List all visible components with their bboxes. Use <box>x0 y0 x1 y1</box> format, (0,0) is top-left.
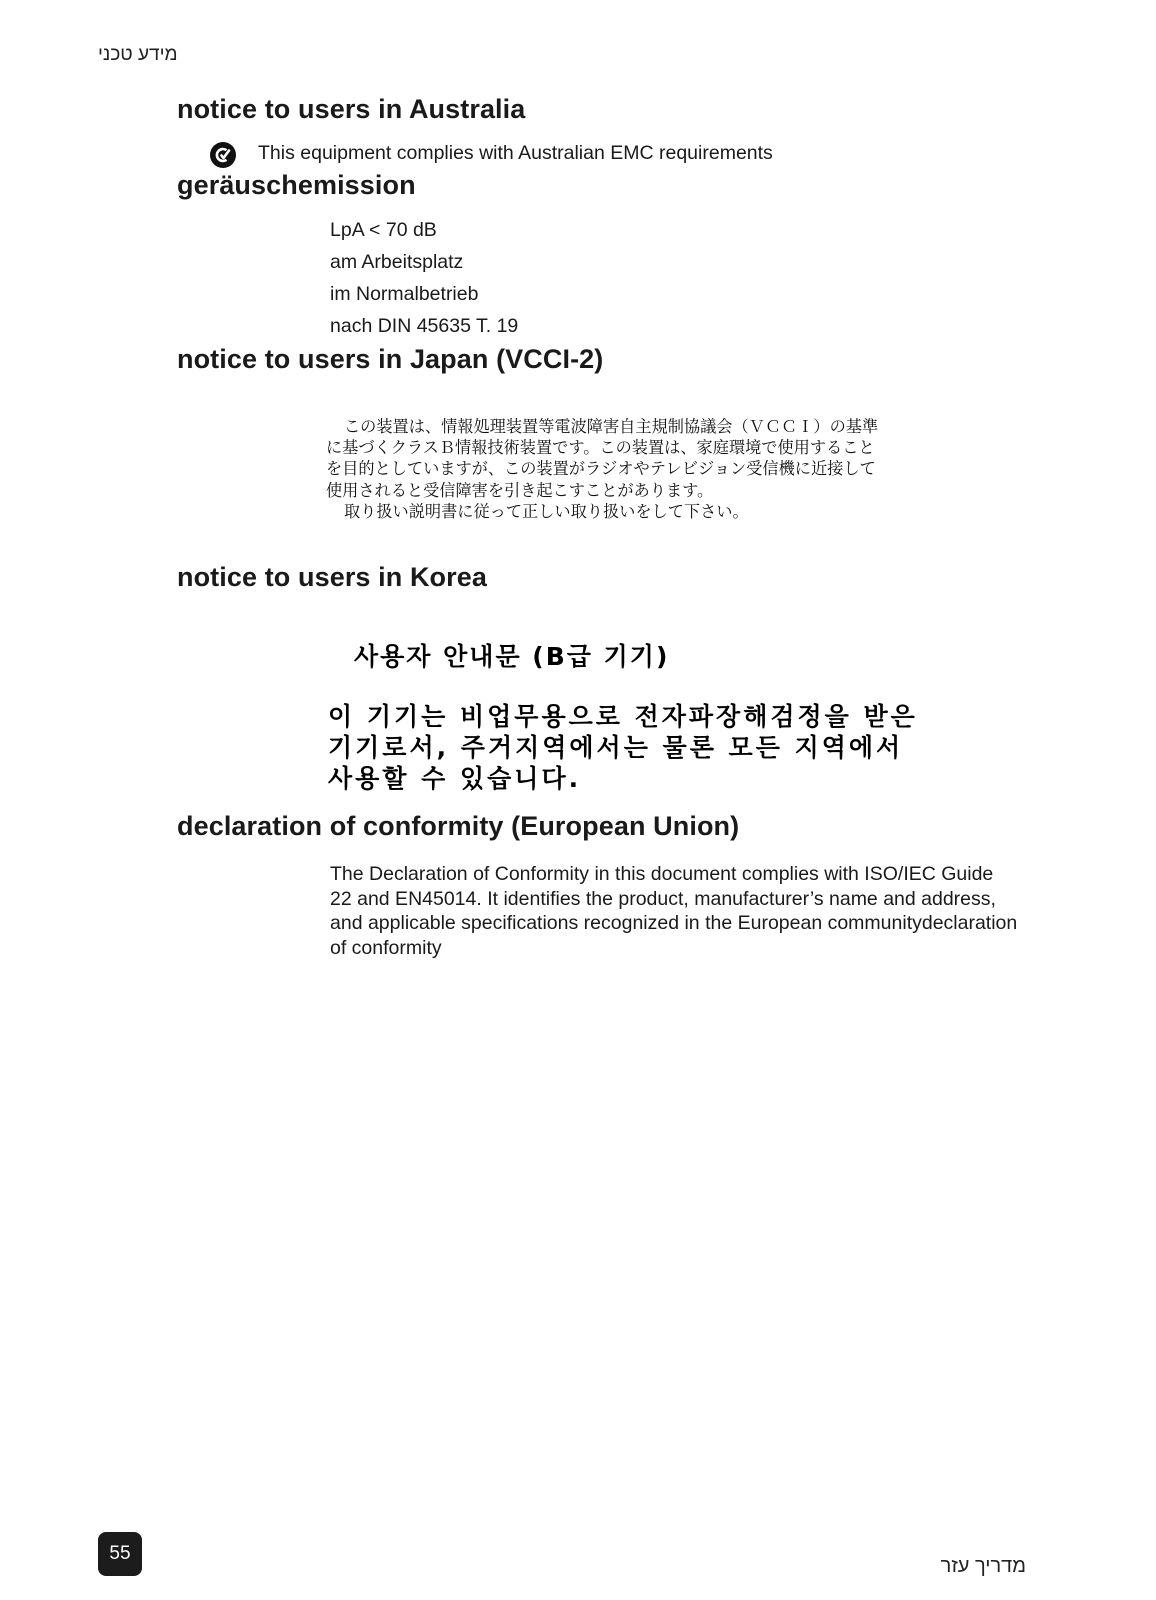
heading-geraeuschemission: geräuschemission <box>177 170 416 200</box>
heading-australia: notice to users in Australia <box>177 94 526 124</box>
page-number-badge: 55 <box>98 1532 142 1576</box>
running-footer: מדריך עזר <box>940 1555 1026 1577</box>
korea-title: 사용자 안내문 (B급 기기) <box>354 642 670 671</box>
noise-line: nach DIN 45635 T. 19 <box>330 315 519 337</box>
japan-line: この装置は、情報処理装置等電波障害自主規制協議会（ＶＣＣＩ）の基準 <box>344 417 879 436</box>
japan-line: を目的としていますが、この装置がラジオやテレビジョン受信機に近接して <box>326 459 876 479</box>
heading-eu-conformity: declaration of conformity (European Union) <box>177 811 740 841</box>
noise-line: LpA < 70 dB <box>330 219 437 241</box>
heading-japan: notice to users in Japan (VCCI-2) <box>177 344 604 374</box>
noise-line: am Arbeitsplatz <box>330 251 464 273</box>
japan-vcci-notice <box>326 416 926 522</box>
c-tick-mark-icon <box>210 142 236 168</box>
japan-line: に基づくクラスＢ情報技術装置です。この装置は、家庭環境で使用すること <box>326 438 875 458</box>
australia-notice <box>210 138 773 168</box>
australia-text: This equipment complies with Australian EMC requirements <box>258 141 773 164</box>
korea-notice <box>328 637 918 794</box>
noise-line: im Normalbetrieb <box>330 283 479 305</box>
running-header: מידע טכני <box>98 44 178 65</box>
heading-korea: notice to users in Korea <box>177 562 487 592</box>
japan-line: 取り扱い説明書に従って正しい取り扱いをして下さい。 <box>344 501 749 521</box>
korea-line: 사용할 수 있습니다. <box>328 764 582 793</box>
japan-line: 使用されると受信障害を引き起こすことがあります。 <box>326 480 714 500</box>
korea-line: 이 기기는 비업무용으로 전자파장해검정을 받은 <box>328 702 918 731</box>
noise-emission-list <box>330 218 518 346</box>
eu-conformity-text: The Declaration of Conformity in this document complies with ISO/IEC Guide 22 and EN45014. It identifies the product, manufacturer’s name and address, and applicable specifications recognized in the European communitydeclaration of conformity <box>330 863 1018 959</box>
korea-line: 기기로서, 주거지역에서는 물론 모든 지역에서 <box>328 733 904 762</box>
